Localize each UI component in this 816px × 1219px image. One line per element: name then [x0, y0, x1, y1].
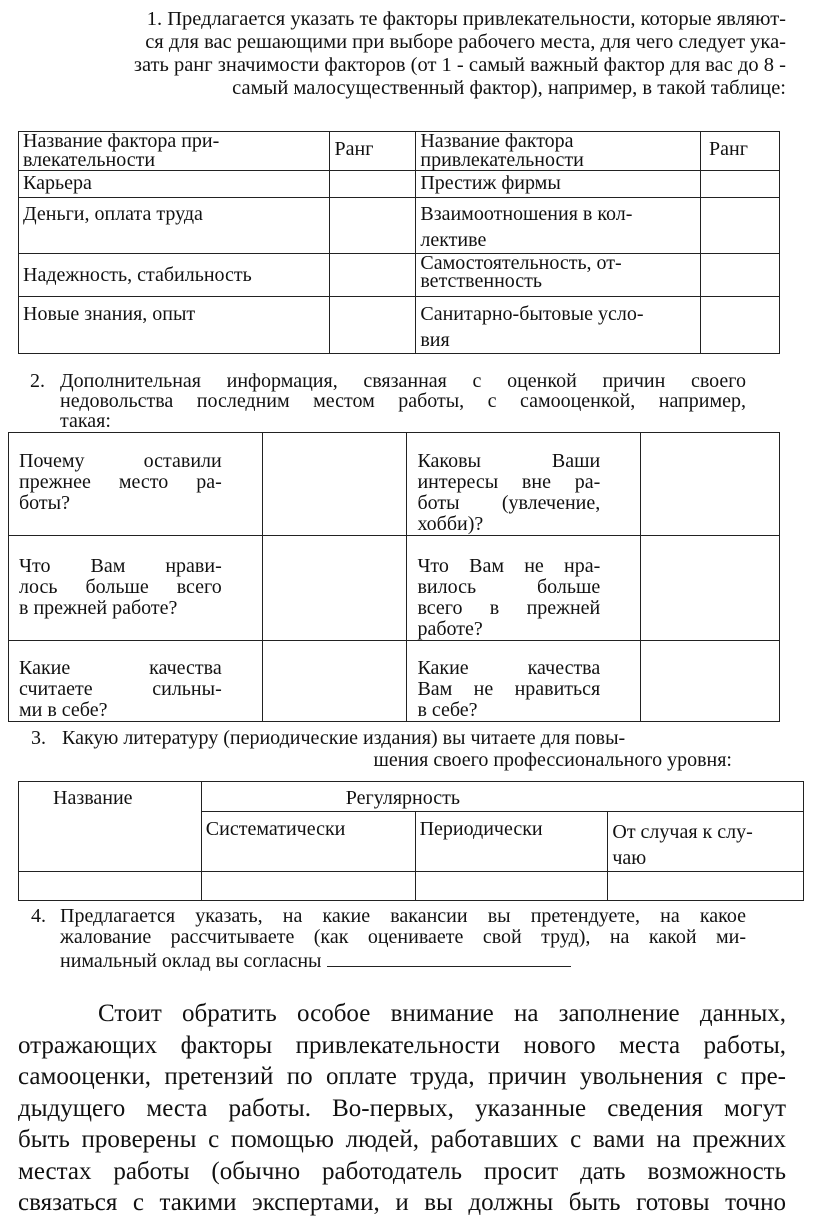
text-line: недовольства последним местом работы, с самооценкой, например, [60, 390, 746, 412]
section-4-text [60, 906, 746, 972]
rank-cell[interactable] [701, 254, 780, 297]
answer-cell[interactable] [641, 641, 780, 722]
text-line: Стоит обратить особое внимание на заполнение данных, [98, 1000, 786, 1027]
cell-text-line: боты (увлечение, [417, 492, 601, 514]
text-line: местах работы (обычно работодатель просит дать возможность [18, 1157, 786, 1185]
cell-text-line: От случая к слу- [612, 821, 753, 843]
rank-header [330, 132, 416, 171]
factor-cell [19, 254, 330, 297]
cell-text-line: Вам не нравиться [417, 678, 601, 700]
cell-text-line: Какие качества [19, 657, 222, 679]
question-cell [9, 641, 263, 722]
factor-name-header [19, 132, 330, 171]
rank-header [701, 132, 780, 171]
cell-text-line: ветственность [420, 270, 543, 292]
cell-text-line: Деньги, оплата труда [23, 203, 203, 225]
cell-text-line: боты? [19, 492, 70, 514]
cell-text-line: лось больше всего [19, 576, 222, 598]
cell-text-line: Какие качества [417, 657, 601, 679]
table-row [19, 171, 780, 198]
factor-cell [416, 254, 701, 297]
attractiveness-factors-table [18, 131, 780, 354]
cell-text-line: всего в прежней [417, 597, 601, 619]
factor-cell [19, 297, 330, 354]
text-fragment: нимальный оклад вы согласны [60, 950, 322, 972]
cell-text-line: Самостоятельность, от- [420, 252, 622, 274]
answer-cell[interactable] [608, 872, 804, 901]
name-header [19, 782, 202, 872]
answer-cell[interactable] [641, 433, 780, 536]
cell-text-line: Санитарно-бытовые усло- [420, 303, 644, 325]
cell-text-line: работе? [417, 618, 483, 640]
factor-cell [19, 171, 330, 198]
cell-text-line: Надежность, стабильность [23, 263, 252, 286]
cell-text-line: в себе? [417, 699, 478, 721]
text-line: зать ранг значимости факторов (от 1 - самый важный фактор для вас до 8 - [133, 54, 786, 76]
text-line: такая: [60, 410, 111, 432]
dissatisfaction-table [8, 432, 780, 722]
cell-text-line: Название фактора [420, 130, 574, 152]
systematic-header [201, 812, 415, 872]
factor-cell [19, 198, 330, 254]
text-line: связаться с такими экспертами, и вы должны быть готовы точно [18, 1189, 786, 1216]
answer-cell[interactable] [262, 536, 407, 641]
section-1-text [20, 8, 786, 100]
cell-text-line: ми в себе? [19, 699, 108, 721]
text-line: Дополнительная информация, связанная с оценкой причин своего [60, 370, 746, 392]
text-line: самооценки, претензий по оплате труда, причин увольнения с пре- [18, 1063, 786, 1090]
cell-text-line: Карьера [23, 172, 92, 194]
rank-cell[interactable] [330, 254, 416, 297]
factor-cell [416, 198, 701, 254]
table-row [9, 641, 780, 722]
section-3-number: 3. [31, 727, 46, 749]
rank-cell[interactable] [330, 198, 416, 254]
text-line: быть проверены с помощью людей, работавших с вами на прежних [18, 1126, 786, 1153]
table-row [19, 297, 780, 354]
literature-table [18, 781, 804, 901]
occasional-header [608, 812, 804, 872]
salary-blank-line[interactable] [327, 948, 571, 967]
cell-text-line: вия [420, 329, 450, 351]
cell-text-line: Взаимоотношения в кол- [420, 203, 633, 225]
answer-cell[interactable] [201, 872, 415, 901]
cell-text-line: привлекательности [420, 149, 584, 171]
text-line: Предлагается указать, на какие вакансии вы претендуете, на какое [60, 905, 746, 927]
question-cell [407, 641, 641, 722]
cell-text-line: Почему оставили [19, 450, 222, 472]
rank-cell[interactable] [701, 297, 780, 354]
table-row [19, 198, 780, 254]
cell-text-line: Что Вам не нра- [417, 555, 601, 577]
factor-cell [416, 297, 701, 354]
cell-text-line: Ранг [334, 138, 374, 160]
periodic-header [415, 812, 608, 872]
question-cell [9, 536, 263, 641]
cell-text-line: хобби)? [417, 513, 484, 535]
cell-text-line: вилось больше [417, 576, 601, 598]
cell-text-line: прежнее место ра- [19, 471, 222, 493]
cell-text-line: Престиж фирмы [420, 172, 561, 194]
table-row [9, 536, 780, 641]
answer-cell[interactable] [641, 536, 780, 641]
table-row [19, 872, 804, 901]
cell-text-line: Новые знания, опыт [23, 303, 196, 325]
rank-cell[interactable] [701, 171, 780, 198]
text-line: шения своего профессионального уровня: [373, 749, 732, 771]
text-line: самый малосущественный фактор), например, в такой таблице: [232, 77, 786, 99]
cell-text-line: в прежней работе? [19, 597, 178, 619]
answer-cell[interactable] [262, 641, 407, 722]
body-paragraph [18, 998, 786, 1219]
cell-text-line: Регулярность [345, 787, 460, 809]
text-line: Какую литературу (периодические издания) вы читаете для повы- [62, 727, 626, 749]
table-row [9, 433, 780, 536]
text-line: ся для вас решающими при выборе рабочего места, для чего следует ука- [145, 31, 786, 53]
rank-cell[interactable] [330, 297, 416, 354]
answer-cell[interactable] [415, 872, 608, 901]
cell-text-line: Систематически [205, 818, 346, 840]
cell-text-line: влекательности [23, 149, 156, 171]
section-4-number: 4. [31, 905, 46, 927]
cell-text-line: Периодически [419, 818, 543, 840]
question-cell [9, 433, 263, 536]
cell-text-line: интересы вне ра- [417, 471, 601, 493]
answer-cell[interactable] [262, 433, 407, 536]
table-header-row [19, 782, 804, 812]
cell-text-line: Название [53, 787, 133, 809]
cell-text-line: чаю [612, 847, 647, 869]
cell-text-line: Каковы Ваши [417, 450, 601, 472]
section-3-text [62, 727, 732, 771]
cell-text-line: считаете сильны- [19, 678, 222, 700]
rank-cell[interactable] [701, 198, 780, 254]
question-cell [407, 433, 641, 536]
table-row [19, 254, 780, 297]
question-cell [407, 536, 641, 641]
section-2-number: 2. [30, 370, 45, 392]
rank-cell[interactable] [330, 171, 416, 198]
answer-cell[interactable] [19, 872, 202, 901]
factor-name-header [416, 132, 701, 171]
text-line: отражающих факторы привлекательности нового места работы, [18, 1031, 786, 1059]
text-line [60, 948, 746, 972]
text-line: дыдущего места работы. Во-первых, указанные сведения могут [18, 1094, 786, 1122]
factor-cell [416, 171, 701, 198]
regularity-header [201, 782, 803, 812]
text-line: 1. Предлагается указать те факторы привлекательности, которые являют- [146, 8, 786, 30]
cell-text-line: Ранг [709, 138, 748, 160]
text-line: жалование рассчитываете (как оцениваете свой труд), на какой ми- [60, 926, 746, 948]
cell-text-line: лективе [420, 229, 487, 251]
cell-text-line: Что Вам нрави- [19, 555, 222, 577]
section-2-text [60, 371, 746, 431]
table-header-row [19, 132, 780, 171]
cell-text-line: Название фактора при- [23, 130, 220, 152]
